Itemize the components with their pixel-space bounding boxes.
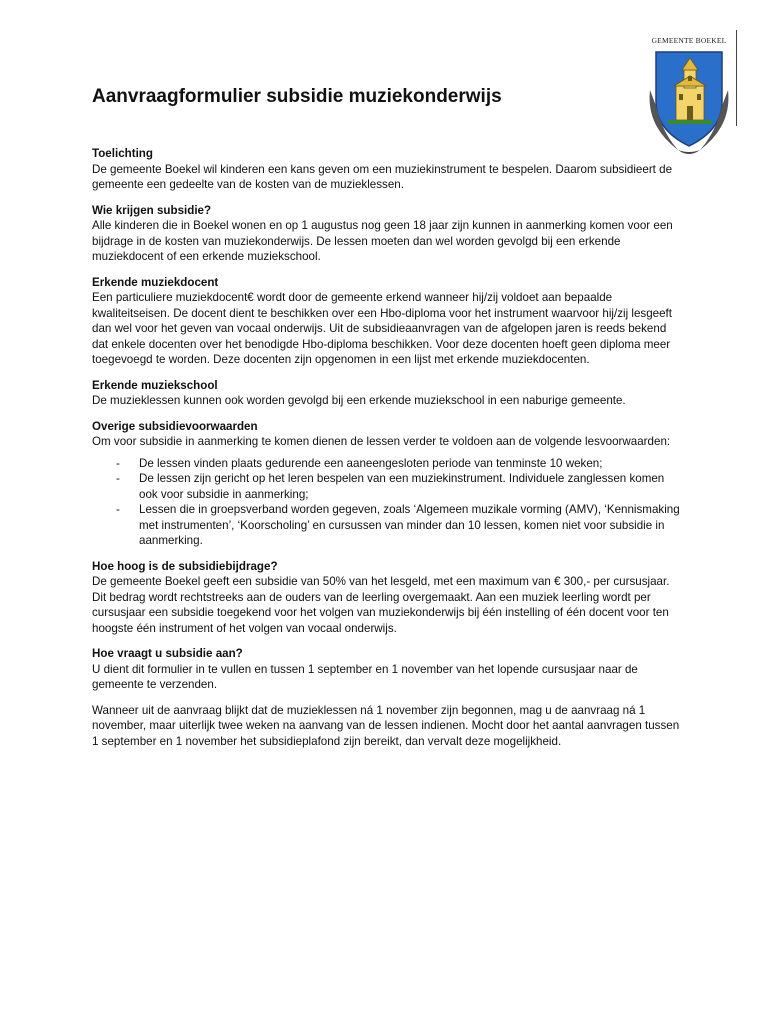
conditions-list [92, 456, 682, 549]
list-item-text: De lessen zijn gericht op het leren bespelen van een muziekinstrument. Individuele zanglessen komen ook voor subsidie in aanmerking; [139, 472, 665, 501]
section-paragraph: Alle kinderen die in Boekel wonen en op 1 augustus nog geen 18 jaar zijn kunnen in aanmerking komen voor een bijdrage in de kosten van muziekonderwijs. De lessen moeten dan wel worden gevolgd bij een erkende muziekdocent of een erkende muziekschool. [92, 219, 673, 263]
section-hoe-hoog-subsidiebijdrage [92, 559, 682, 637]
bullet-dash: - [116, 472, 120, 485]
bullet-dash: - [116, 456, 120, 470]
section-heading: Erkende muziekschool [92, 378, 218, 392]
list-item-text: De lessen vinden plaats gedurende een aaneengesloten periode van tenminste 10 weken; [139, 456, 603, 470]
logo-caption: GEMEENTE BOEKEL [651, 36, 727, 45]
section-paragraph: U dient dit formulier in te vullen en tussen 1 september en 1 november van het lopende cursusjaar naar de gemeente te verzenden. [92, 662, 638, 691]
bullet-dash: - [116, 503, 120, 516]
section-hoe-vraagt-u-subsidie-aan [92, 646, 682, 749]
coat-of-arms-icon [648, 46, 730, 158]
section-heading: Overige subsidievoorwaarden [92, 419, 258, 433]
section-heading: Wie krijgen subsidie? [92, 203, 212, 217]
margin-line [736, 30, 737, 126]
section-heading: Hoe vraagt u subsidie aan? [92, 647, 243, 660]
section-heading: Erkende muziekdocent [92, 275, 219, 289]
list-item [92, 456, 682, 472]
section-paragraph: De gemeente Boekel wil kinderen een kans geven om een muziekinstrument te bespelen. Daarom subsidieert de gemeente een gedeelte van de kosten van de muzieklessen. [92, 162, 673, 191]
section-paragraph: De gemeente Boekel geeft een subsidie van 50% van het lesgeld, met een maximum van € 300,- per cursusjaar. Dit bedrag wordt rechtstreeks aan de ouders van de leerling overgemaakt. Aan een muziek leerling wordt per cursusjaar een subsidie toegekend voor het volgen van muziekonderwijs bij één instelling of één docent voor ten hoogste één instrument of het volgen van vocaal onderwijs. [92, 575, 670, 635]
section-erkende-muziekdocent [92, 275, 682, 368]
section-paragraph: De muzieklessen kunnen ook worden gevolgd bij een erkende muziekschool in een naburige gemeente. [92, 394, 626, 407]
section-toelichting [92, 146, 682, 193]
document-body [92, 146, 682, 759]
section-paragraph: Een particuliere muziekdocent€ wordt door de gemeente erkend wanneer hij/zij voldoet aan bepaalde kwaliteitseisen. De docent dient te beschikken over een Hbo-diploma voor het instrument waarvoor hij/zij lesgeeft dan wel voor het geven van vocaal onderwijs. Uit de subsidieaanvragen van de afgelopen jaren is reeds bekend dat enkele docenten over het benodigde Hbo-diploma beschikken. Voor deze docenten hoeft geen diploma meer toegevoegd te worden. Deze docenten zijn opgenomen in een lijst met erkende muziekdocenten. [92, 291, 672, 366]
section-wie-krijgen-subsidie [92, 203, 682, 265]
section-overige-subsidievoorwaarden [92, 419, 682, 549]
section-heading: Hoe hoog is de subsidiebijdrage? [92, 559, 278, 573]
section-erkende-muziekschool [92, 378, 682, 409]
list-item-text: Lessen die in groepsverband worden gegeven, zoals ‘Algemeen muzikale vorming (AMV), ‘Kennismaking met instrumenten’, ‘Koorscholing’ en cursussen van minder dan 10 lessen, komen niet voor subsidie in aanmerking. [139, 503, 680, 547]
paragraph-spacer [92, 693, 682, 703]
page-title: Aanvraagformulier subsidie muziekonderwijs [92, 86, 502, 107]
municipality-logo [648, 36, 730, 156]
section-paragraph: Om voor subsidie in aanmerking te komen dienen de lessen verder te voldoen aan de volgende lesvoorwaarden: [92, 435, 671, 448]
section-heading: Toelichting [92, 147, 153, 160]
list-item [92, 502, 682, 549]
section-paragraph: Wanneer uit de aanvraag blijkt dat de muzieklessen ná 1 november zijn begonnen, mag u de aanvraag ná 1 november, maar uiterlijk twee weken na aanvang van de lessen indienen. Mocht door het aantal aanvragen tussen 1 september en 1 november het subsidieplafond zijn bereikt, dan vervalt deze mogelijkheid. [92, 703, 680, 748]
list-item [92, 471, 682, 502]
